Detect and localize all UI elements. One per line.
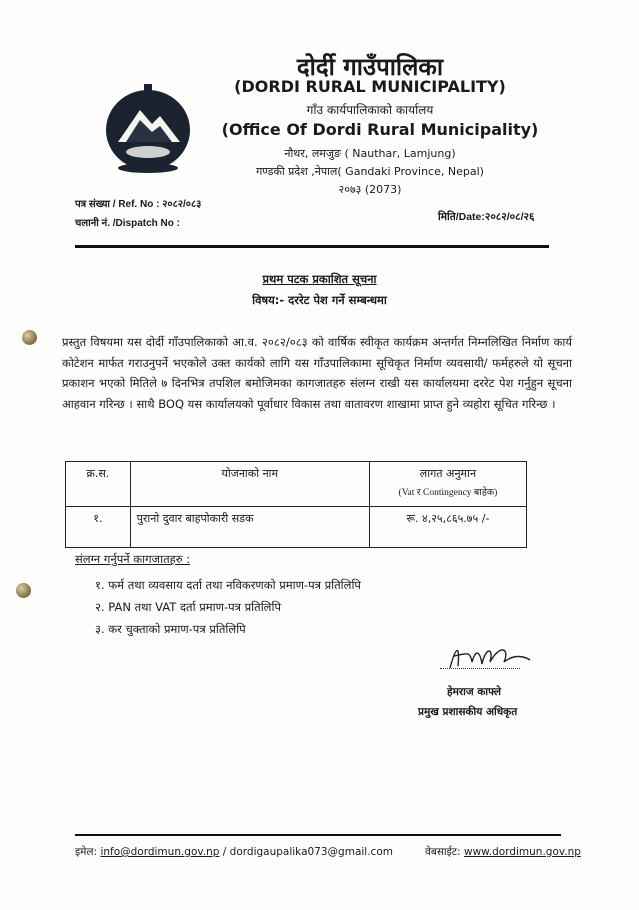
header-divider [75, 245, 549, 248]
attachment-item: ३. कर चुक्ताको प्रमाण-पत्र प्रतिलिपि [95, 622, 246, 636]
ref-value: २०८२/०८३ [162, 199, 202, 210]
letter-date [438, 210, 534, 224]
footer-website [425, 845, 581, 859]
row-project-name: पुरानो दुवार बाहपोकारी सडक [130, 507, 369, 548]
project-table [65, 461, 527, 548]
punch-hole-icon [16, 583, 31, 598]
col-project-name: योजनाको नाम [130, 462, 369, 507]
office-name-np: गाँउ कार्यपालिकाको कार्यालय [306, 103, 434, 117]
municipality-name-np: दोर्दी गाउँपालिका [296, 53, 444, 81]
address-line-2: गण्डकी प्रदेश ,नेपाल( Gandaki Province, Nepal) [256, 165, 484, 178]
attachments-list [95, 574, 361, 640]
office-name-en: (Office Of Dordi Rural Municipality) [221, 120, 539, 139]
municipality-name-en: (DORDI RURAL MUNICIPALITY) [234, 77, 506, 96]
date-label: मिति/Date: [438, 211, 485, 223]
nepal-emblem-icon [100, 80, 196, 174]
col-cost-estimate [369, 462, 526, 507]
attachment-item: १. फर्म तथा व्यवसाय दर्ता तथा नविकरणको प्रमाण-पत्र प्रतिलिपि [95, 578, 361, 592]
established-year: २०७३ (2073) [338, 183, 402, 196]
email-label: इमेल: [75, 846, 98, 858]
email-primary-link[interactable]: info@dordimun.gov.np [100, 846, 220, 858]
notice-title: प्रथम पटक प्रकाशित सूचना [262, 272, 377, 286]
dispatch-number [75, 215, 180, 229]
footer-email [75, 845, 393, 859]
punch-hole-icon [22, 330, 37, 345]
signature-line [440, 668, 520, 669]
reference-number [75, 196, 201, 210]
notice-subject: विषय:- दररेट पेश गर्ने सम्बन्धमा [252, 293, 387, 307]
signatory-designation: प्रमुख प्रशासकीय अधिकृत [418, 706, 518, 718]
website-label: वेबसाईट: [425, 846, 461, 858]
signatory-name: हेमराज काफ्ले [447, 686, 501, 698]
email-secondary: / dordigaupalika073@gmail.com [219, 846, 393, 858]
date-value: २०८२/०८/२६ [484, 211, 535, 223]
col-serial: क्र.स. [66, 462, 131, 507]
ref-label: पत्र संख्या / Ref. No : [75, 199, 160, 210]
cost-header-label: लागत अनुमान [419, 467, 477, 480]
cost-header-note: (Vat र Contingency बाहेक) [398, 488, 498, 498]
row-cost: रू. ४,२५,८६५.७५ /- [369, 507, 526, 548]
table-header-row [66, 462, 527, 507]
notice-body: प्रस्तुत विषयमा यस दोर्दी गाँउपालिकाको आ.व. २०८२/०८३ को वार्षिक स्वीकृत कार्यक्रम अन्तर्गत निम्नलिखित निर्माण कार्य कोटेशन मार्फत गराउनुपर्ने भएकोले उक्त कार्यको लागि यस गाँउपालिकामा सूचिकृत निर्माण व्यवसायी/ फर्महरुले यो सूचना प्रकाशन भएको मितिले ७ दिनभित्र तपशिल बमोजिमका कागजातहरु संलग्न राखी यस कार्यालयमा दररेट पेश गर्नुहुन सूचना आहवान गरिन्छ । साथै BOQ यस कार्यालयको पूर्वाधार विकास तथा वातावरण शाखामा प्राप्त हुने व्यहोरा सूचित गरिन्छ । [62, 335, 572, 411]
row-serial: १. [66, 507, 131, 548]
attachments-title: संलग्न गर्नुपर्ने कागजातहरु : [75, 552, 191, 566]
table-row [66, 507, 527, 548]
dispatch-label: चलानी नं. /Dispatch No : [75, 218, 180, 229]
address-line-1: नौथर, लमजुङ ( Nauthar, Lamjung) [284, 147, 456, 160]
attachment-item: २. PAN तथा VAT दर्ता प्रमाण-पत्र प्रतिलिपि [95, 600, 281, 614]
footer-divider [75, 834, 561, 836]
website-link[interactable]: www.dordimun.gov.np [463, 846, 581, 858]
